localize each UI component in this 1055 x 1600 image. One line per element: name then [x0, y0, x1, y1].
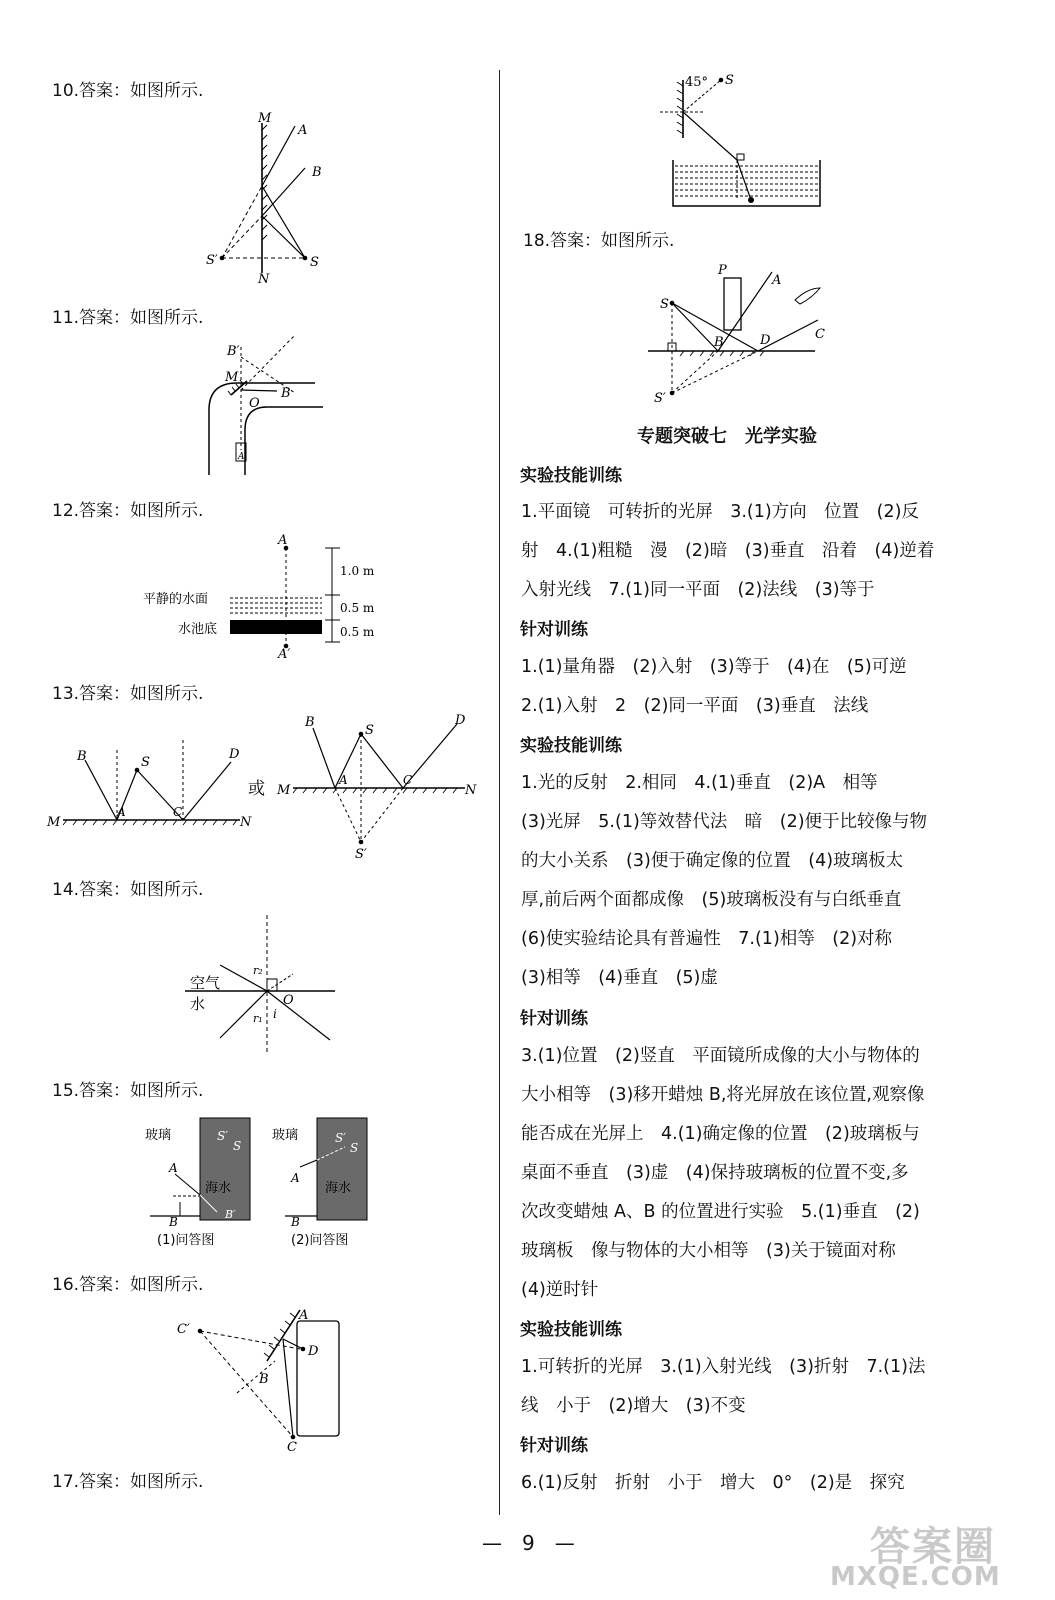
answer-line: (3)相等 (4)垂直 (5)虚: [521, 968, 718, 988]
section-title: 专题突破七 光学实验: [637, 426, 817, 447]
fig13-B-right: B: [305, 715, 315, 730]
fig13-D-left: D: [229, 747, 240, 762]
q12-label: 12.答案：如图所示.: [52, 501, 204, 521]
fig12-d2: 0.5 m: [340, 601, 375, 615]
figure-17: [655, 68, 830, 213]
block-head: 针对训练: [520, 1009, 588, 1029]
fig12-d1: 1.0 m: [340, 564, 375, 578]
fig15-sea-1: 海水: [205, 1181, 232, 1196]
q11-label: 11.答案：如图所示.: [52, 308, 204, 328]
fig15-S-2: S: [350, 1141, 359, 1155]
fig17-S: S: [725, 73, 734, 88]
answer-line: 玻璃板 像与物体的大小相等 (3)关于镜面对称: [521, 1241, 896, 1261]
fig12-pool-bottom: 水池底: [178, 622, 218, 637]
answer-line: 次改变蜡烛 A、B 的位置进行实验 5.(1)垂直 (2): [521, 1202, 920, 1222]
answer-line: 1.光的反射 2.相同 4.(1)垂直 (2)A 相等: [521, 773, 878, 793]
figure-15: [145, 1112, 385, 1252]
fig12-water-surface: 平静的水面: [143, 592, 209, 607]
fig14-water: 水: [190, 995, 206, 1013]
q16-label: 16.答案：如图所示.: [52, 1275, 204, 1295]
fig13-A-left: A: [117, 805, 126, 819]
fig18-P: P: [718, 263, 727, 278]
figure-18: [640, 258, 840, 408]
fig18-Sprime: S′: [654, 391, 666, 406]
fig15-cap2: (2)问答图: [291, 1233, 349, 1248]
fig15-cap1: (1)问答图: [157, 1233, 215, 1248]
answer-line: 1.(1)量角器 (2)入射 (3)等于 (4)在 (5)可逆: [521, 657, 907, 677]
fig18-D: D: [760, 333, 771, 348]
fig18-B: B: [714, 335, 724, 350]
figure-10: [200, 108, 340, 288]
fig10-S: S: [310, 255, 319, 270]
q13-label: 13.答案：如图所示.: [52, 684, 204, 704]
answer-line: 2.(1)入射 2 (2)同一平面 (3)垂直 法线: [521, 696, 869, 716]
fig14-O: O: [283, 993, 294, 1008]
fig12-Aprime: A′: [278, 647, 291, 660]
fig18-S: S: [660, 297, 669, 312]
answer-line: 3.(1)位置 (2)竖直 平面镜所成像的大小与物体的: [521, 1046, 920, 1066]
fig12-d3: 0.5 m: [340, 625, 375, 639]
fig11-M: M: [225, 370, 239, 385]
fig11-Bprime: B′: [227, 344, 240, 359]
fig13-M-right: M: [277, 783, 291, 798]
fig13-C-right: C: [403, 773, 413, 787]
figure-11: [195, 335, 330, 480]
answer-line: (6)使实验结论具有普遍性 7.(1)相等 (2)对称: [521, 929, 893, 949]
figure-12: [140, 530, 400, 660]
block-head: 实验技能训练: [520, 466, 622, 486]
figure-13: [45, 712, 495, 862]
q18-label: 18.答案：如图所示.: [523, 231, 675, 251]
answer-line: 厚,前后两个面都成像 (5)玻璃板没有与白纸垂直: [521, 890, 902, 910]
answer-line: 1.可转折的光屏 3.(1)入射光线 (3)折射 7.(1)法: [521, 1357, 926, 1377]
answer-line: 线 小于 (2)增大 (3)不变: [521, 1396, 746, 1416]
q17-label: 17.答案：如图所示.: [52, 1472, 204, 1492]
fig13-Sprime-right: S′: [355, 847, 367, 862]
fig12-A: A: [278, 533, 288, 548]
watermark-url: MXQE.COM: [830, 1562, 1001, 1592]
fig17-angle: 45°: [685, 75, 709, 90]
fig15-Sprime-1: S′: [217, 1129, 228, 1143]
column-divider: [499, 70, 500, 1515]
fig15-A-2: A: [291, 1171, 300, 1185]
fig15-glass-1: 玻璃: [145, 1128, 172, 1143]
answer-line: 入射光线 7.(1)同一平面 (2)法线 (3)等于: [521, 580, 875, 600]
fig16-B: B: [259, 1372, 269, 1387]
figure-16: [175, 1305, 350, 1453]
fig18-A: A: [772, 273, 782, 288]
answer-line: 1.平面镜 可转折的光屏 3.(1)方向 位置 (2)反: [521, 502, 919, 522]
fig13-N-right: N: [465, 783, 477, 798]
figure-14: [185, 910, 345, 1060]
answer-line: 大小相等 (3)移开蜡烛 B,将光屏放在该位置,观察像: [521, 1085, 925, 1105]
watermark-logo: 答案圈: [870, 1524, 996, 1570]
answer-line: (4)逆时针: [521, 1280, 599, 1300]
fig16-D: D: [308, 1344, 319, 1359]
fig15-Bprime-1: B′: [225, 1208, 236, 1221]
answer-line: (3)光屏 5.(1)等效替代法 暗 (2)便于比较像与物: [521, 812, 928, 832]
fig15-Sprime-2: S′: [335, 1131, 346, 1145]
q15-label: 15.答案：如图所示.: [52, 1081, 204, 1101]
answer-line: 能否成在光屏上 4.(1)确定像的位置 (2)玻璃板与: [521, 1124, 920, 1144]
fig13-S-right: S: [365, 723, 374, 738]
fig13-C-left: C: [173, 805, 183, 819]
fig10-M: M: [258, 111, 272, 126]
fig10-N: N: [258, 272, 270, 287]
q10-label: 10.答案：如图所示.: [52, 81, 204, 101]
fig14-i: i: [273, 1007, 277, 1021]
answer-line: 的大小关系 (3)便于确定像的位置 (4)玻璃板太: [521, 851, 904, 871]
block-head: 针对训练: [520, 620, 588, 640]
q14-label: 14.答案：如图所示.: [52, 880, 204, 900]
fig14-r2: r₂: [253, 964, 263, 977]
fig13-A-right: A: [339, 773, 348, 787]
fig16-C: C: [287, 1440, 297, 1453]
fig15-B-2: B: [291, 1215, 300, 1229]
fig13-M-left: M: [47, 815, 61, 830]
fig11-A: A: [238, 452, 245, 462]
fig15-B-1: B: [169, 1215, 178, 1229]
block-head: 针对训练: [520, 1436, 588, 1456]
fig15-glass-2: 玻璃: [272, 1128, 299, 1143]
page-number: — 9 —: [482, 1531, 575, 1555]
fig15-A-1: A: [169, 1161, 178, 1175]
fig13-S-left: S: [141, 755, 150, 770]
fig16-Cprime: C′: [177, 1322, 190, 1337]
fig11-B: B: [281, 386, 291, 401]
fig18-C: C: [815, 327, 825, 342]
answer-line: 桌面不垂直 (3)虚 (4)保持玻璃板的位置不变,多: [521, 1163, 909, 1183]
fig13-B-left: B: [77, 749, 87, 764]
fig14-r1: r₁: [253, 1012, 263, 1025]
answer-line: 6.(1)反射 折射 小于 增大 0° (2)是 探究: [521, 1473, 905, 1493]
block-head: 实验技能训练: [520, 736, 622, 756]
answer-line: 射 4.(1)粗糙 漫 (2)暗 (3)垂直 沿着 (4)逆着: [521, 541, 935, 561]
fig13-D-right: D: [455, 713, 466, 728]
fig13-or: 或: [248, 779, 265, 799]
fig11-O: O: [249, 396, 260, 411]
fig10-A: A: [298, 123, 308, 138]
block-head: 实验技能训练: [520, 1320, 622, 1340]
fig16-A: A: [299, 1308, 309, 1323]
fig14-air: 空气: [190, 974, 221, 992]
fig15-sea-2: 海水: [325, 1181, 352, 1196]
fig13-N-left: N: [240, 815, 252, 830]
fig15-S-1: S: [233, 1139, 242, 1153]
fig10-Sprime: S′: [206, 253, 218, 268]
fig10-B: B: [312, 165, 322, 180]
